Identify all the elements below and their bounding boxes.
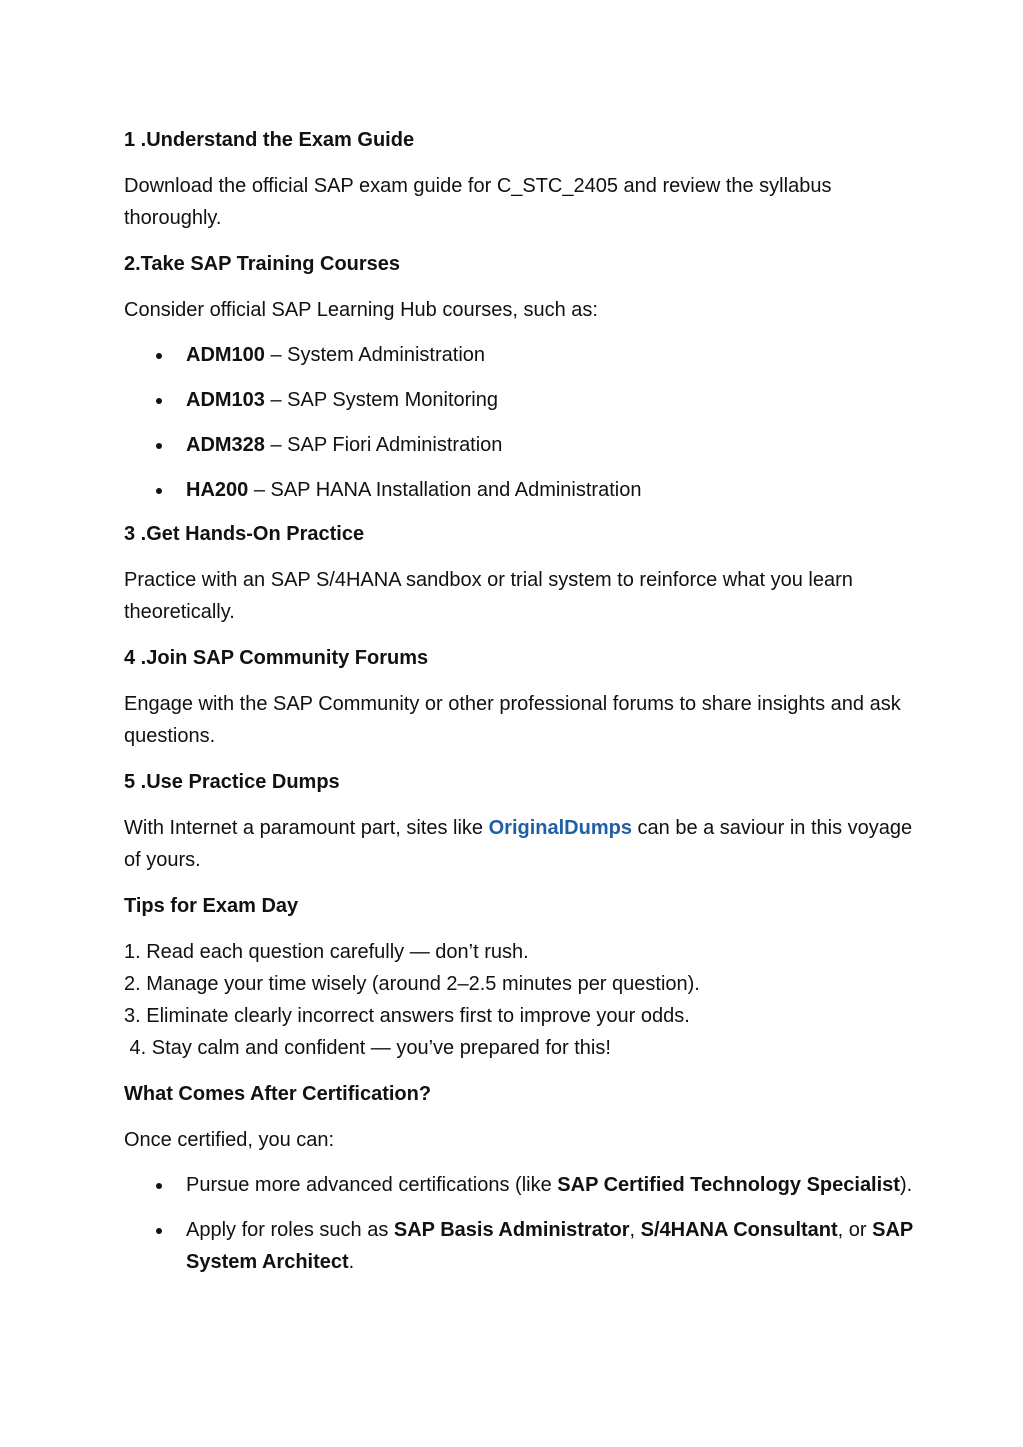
section-4-body: Engage with the SAP Community or other professional forums to share insights and ask questions. <box>124 693 901 747</box>
section-1-heading: 1 .Understand the Exam Guide <box>124 129 415 151</box>
tip-item: 4. Stay calm and confident — you’ve prepared for this! <box>124 1037 611 1059</box>
course-desc: – SAP System Monitoring <box>264 389 498 411</box>
section-5-text-after: can be a saviour in this voyage of yours. <box>124 817 913 871</box>
list-item <box>124 1214 914 1278</box>
tips-list <box>124 936 914 1064</box>
course-code: HA200 <box>186 479 249 501</box>
bullet-icon <box>156 488 162 494</box>
section-5-text-before: With Internet a paramount part, sites like <box>124 817 489 839</box>
bullet-icon <box>156 1228 162 1234</box>
after-list <box>124 1169 914 1278</box>
list-bold: S/4HANA Consultant <box>640 1219 838 1241</box>
list-text: Pursue more advanced certifications (like <box>186 1174 558 1196</box>
list-text: , <box>629 1219 641 1241</box>
list-item <box>124 339 914 371</box>
course-desc: – SAP HANA Installation and Administration <box>248 479 642 501</box>
course-desc: – System Administration <box>264 344 486 366</box>
section-5-heading: 5 .Use Practice Dumps <box>124 771 340 793</box>
list-text: Apply for roles such as <box>186 1219 394 1241</box>
course-code: ADM100 <box>186 344 265 366</box>
list-item <box>124 429 914 461</box>
section-3-body: Practice with an SAP S/4HANA sandbox or trial system to reinforce what you learn theoretically. <box>124 569 853 623</box>
section-4-heading: 4 .Join SAP Community Forums <box>124 647 429 669</box>
tip-item: 3. Eliminate clearly incorrect answers first to improve your odds. <box>124 1005 690 1027</box>
list-text: , or <box>837 1219 873 1241</box>
document-content <box>124 124 914 1278</box>
bullet-icon <box>156 443 162 449</box>
course-list <box>124 339 914 506</box>
bullet-icon <box>156 1183 162 1189</box>
section-2-heading: 2.Take SAP Training Courses <box>124 253 401 275</box>
section-1-body: Download the official SAP exam guide for C_STC_2405 and review the syllabus thoroughly. <box>124 175 832 229</box>
list-item <box>124 474 914 506</box>
after-intro: Once certified, you can: <box>124 1129 335 1151</box>
section-3-heading: 3 .Get Hands-On Practice <box>124 523 365 545</box>
list-text: . <box>348 1251 355 1273</box>
list-bold: SAP System Architect <box>186 1219 913 1273</box>
tips-heading: Tips for Exam Day <box>124 895 299 917</box>
course-code: ADM328 <box>186 434 265 456</box>
course-desc: – SAP Fiori Administration <box>264 434 503 456</box>
bullet-icon <box>156 398 162 404</box>
section-5-body <box>124 812 914 876</box>
originaldumps-link[interactable]: OriginalDumps <box>488 817 632 839</box>
course-code: ADM103 <box>186 389 265 411</box>
after-heading: What Comes After Certification? <box>124 1083 432 1105</box>
tip-item: 1. Read each question carefully — don’t rush. <box>124 941 529 963</box>
bullet-icon <box>156 353 162 359</box>
list-bold: SAP Basis Administrator <box>393 1219 630 1241</box>
tip-item: 2. Manage your time wisely (around 2–2.5 minutes per question). <box>124 973 700 995</box>
list-item <box>124 384 914 416</box>
section-2-intro: Consider official SAP Learning Hub courses, such as: <box>124 299 598 321</box>
list-bold: SAP Certified Technology Specialist <box>557 1174 900 1196</box>
list-text: ). <box>899 1174 913 1196</box>
list-item <box>124 1169 914 1201</box>
